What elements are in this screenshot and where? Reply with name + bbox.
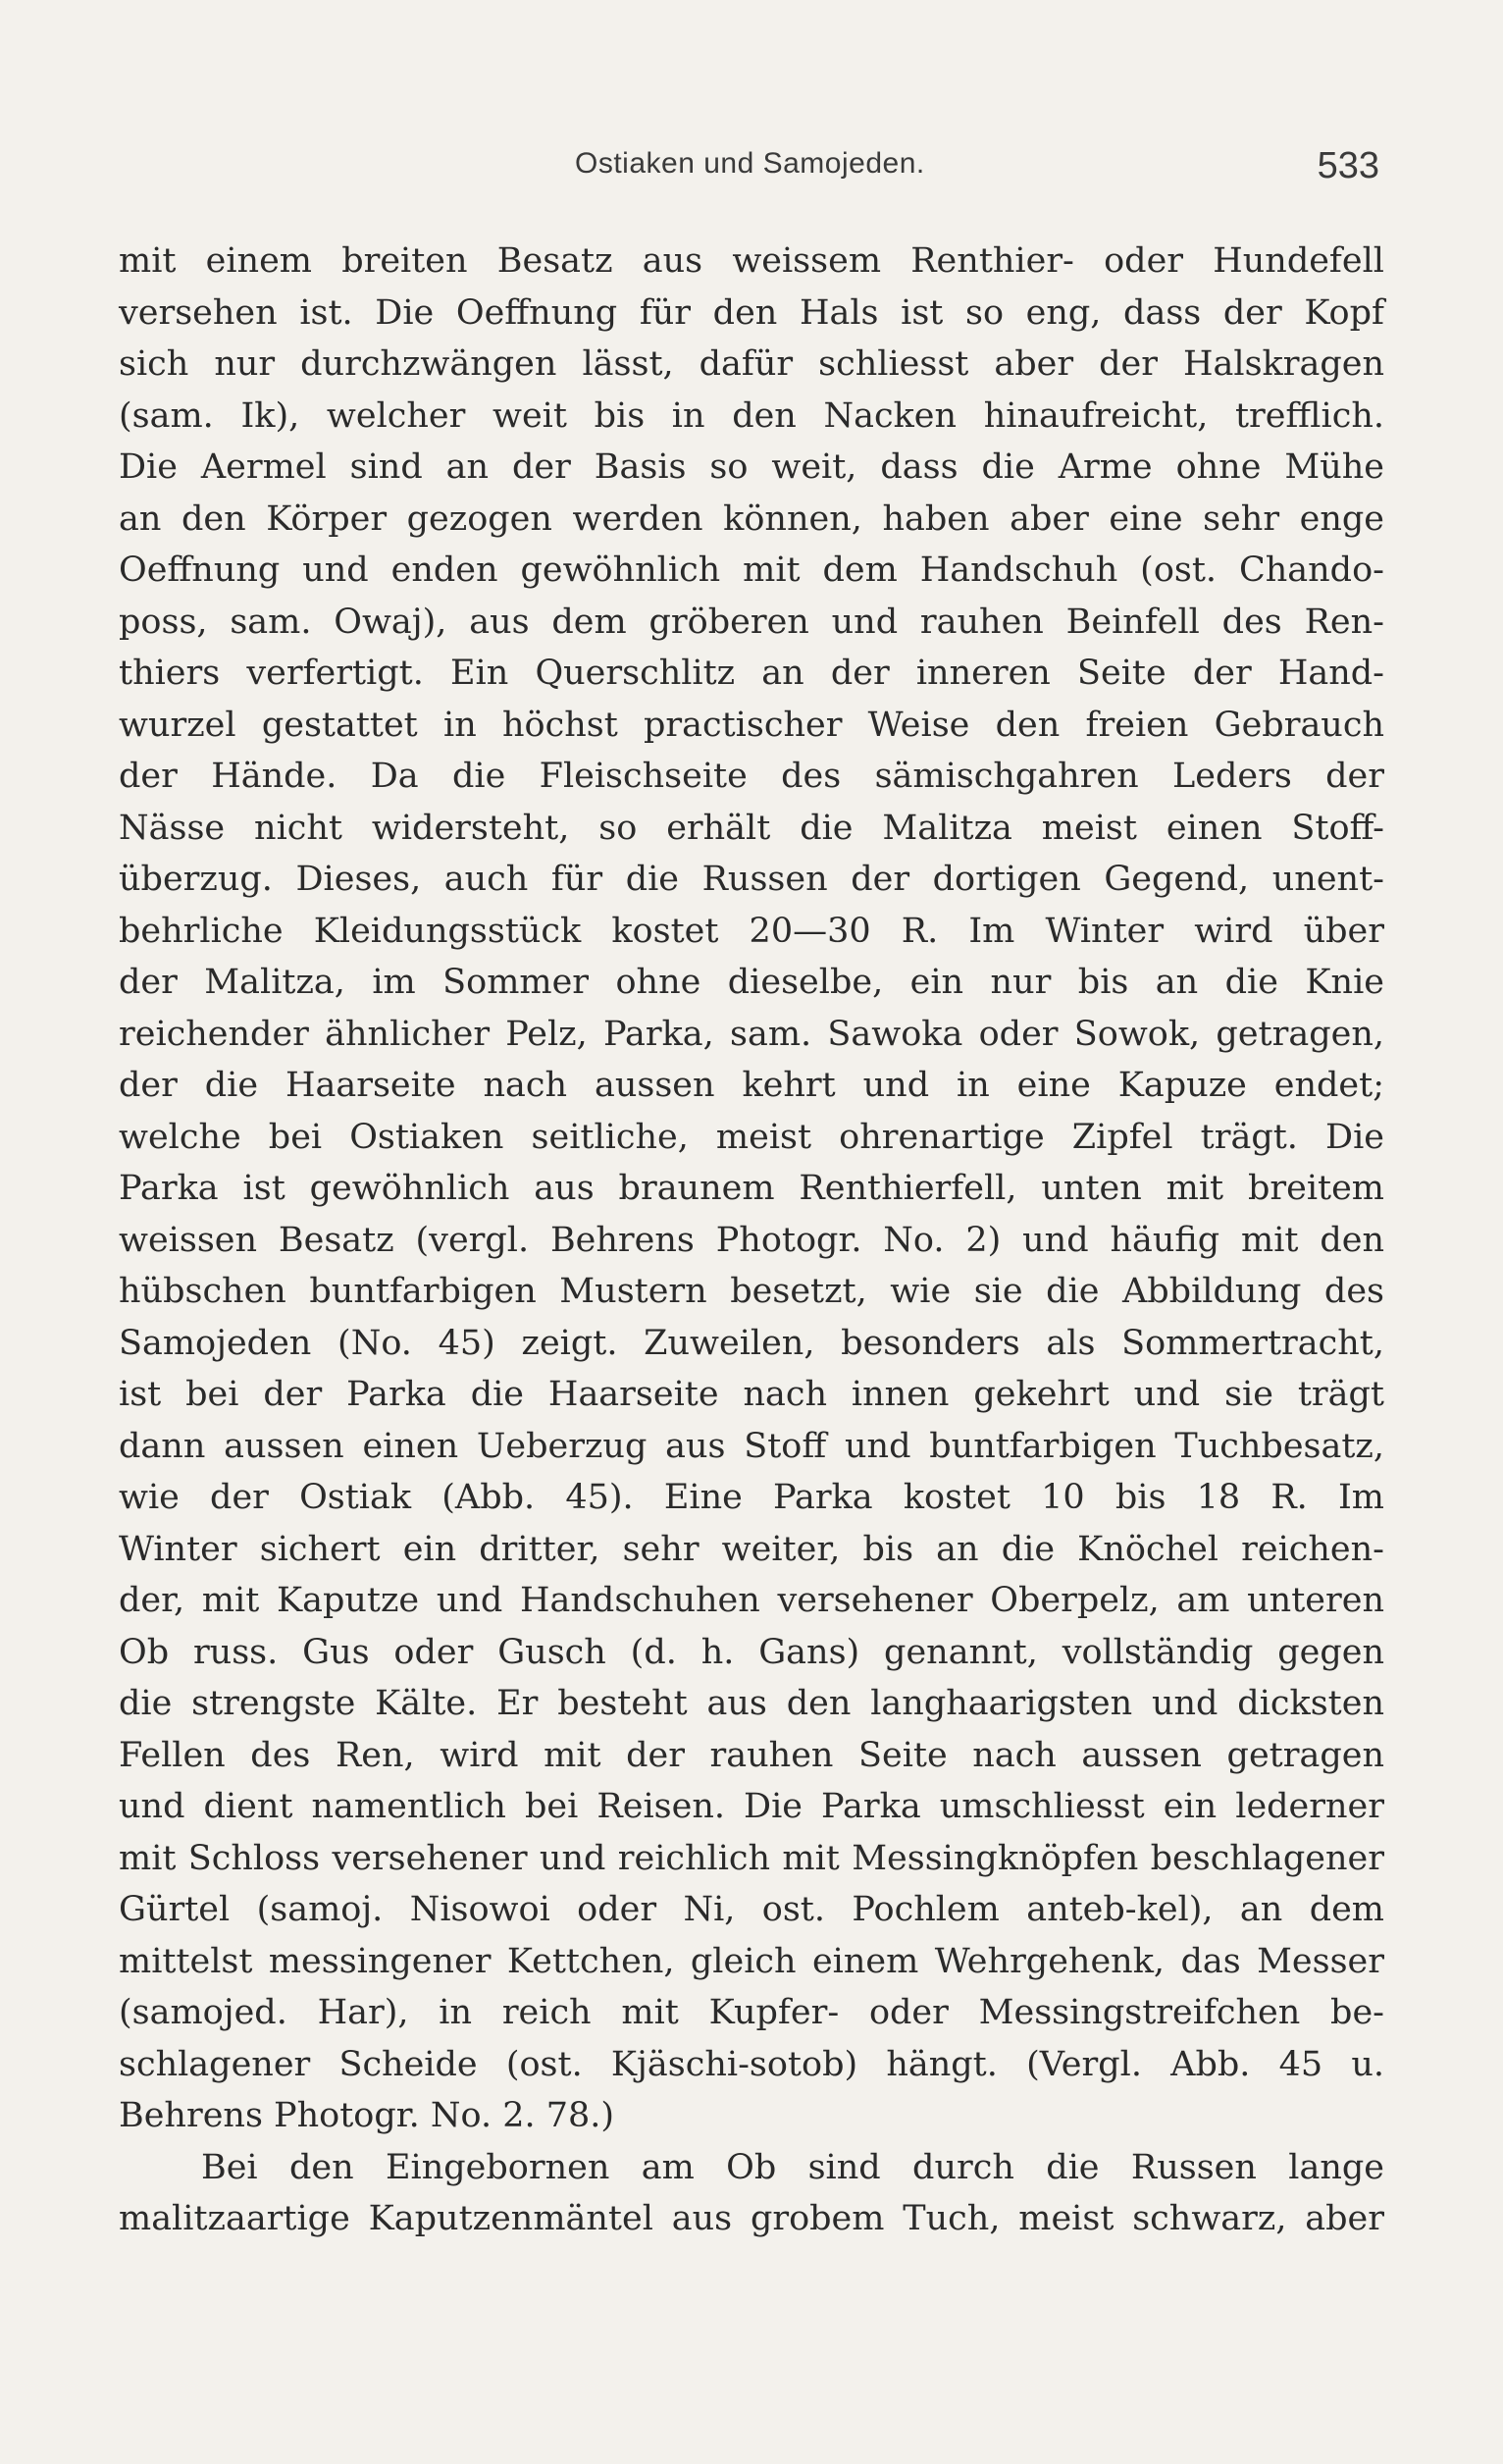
running-head: Ostiaken und Samojeden. bbox=[575, 147, 925, 180]
text-line: wie der Ostiak (Abb. 45). Eine Parka kostet 10 bis 18 R. Im bbox=[119, 1478, 1384, 1517]
body-text bbox=[119, 236, 1384, 2245]
text-line: thiers verfertigt. Ein Querschlitz an der inneren Seite der Hand- bbox=[119, 654, 1384, 693]
text-line: Samojeden (No. 45) zeigt. Zuweilen, besonders als Sommertracht, bbox=[119, 1323, 1384, 1363]
text-line: Parka ist gewöhnlich aus braunem Renthierfell, unten mit breitem bbox=[119, 1169, 1384, 1208]
text-line: Oeffnung und enden gewöhnlich mit dem Handschuh (ost. Chando- bbox=[119, 550, 1384, 590]
text-line: der Malitza, im Sommer ohne dieselbe, ein nur bis an die Knie bbox=[119, 963, 1384, 1002]
text-line: (sam. Ik), welcher weit bis in den Nacken hinaufreicht, trefflich. bbox=[119, 395, 1384, 436]
text-line: überzug. Dieses, auch für die Russen der dortigen Gegend, unent- bbox=[119, 860, 1384, 899]
text-line: der, mit Kaputze und Handschuhen versehener Oberpelz, am unteren bbox=[119, 1581, 1384, 1620]
text-line: sich nur durchzwängen lässt, dafür schliesst aber der Halskragen bbox=[119, 344, 1384, 384]
page-number: 533 bbox=[1317, 145, 1379, 186]
text-line: poss, sam. Owaj), aus dem gröberen und rauhen Beinfell des Ren- bbox=[119, 602, 1384, 642]
text-line: reichender ähnlicher Pelz, Parka, sam. Sawoka oder Sowok, getragen, bbox=[119, 1014, 1384, 1054]
text-line: hübschen buntfarbigen Mustern besetzt, wie sie die Abbildung des bbox=[119, 1272, 1384, 1311]
text-line: die strengste Kälte. Er besteht aus den langhaarigsten und dicksten bbox=[119, 1684, 1384, 1723]
text-line: Gürtel (samoj. Nisowoi oder Ni, ost. Pochlem anteb-kel), an dem bbox=[119, 1890, 1384, 1929]
text-line: Nässe nicht widersteht, so erhält die Malitza meist einen Stoff- bbox=[119, 808, 1384, 848]
text-line: welche bei Ostiaken seitliche, meist ohrenartige Zipfel trägt. Die bbox=[119, 1117, 1384, 1157]
text-line: mittelst messingener Kettchen, gleich einem Wehrgehenk, das Messer bbox=[119, 1941, 1384, 1981]
text-line: dann aussen einen Ueberzug aus Stoff und buntfarbigen Tuchbesatz, bbox=[119, 1426, 1384, 1466]
text-line-paragraph-end: Behrens Photogr. No. 2. 78.) bbox=[119, 2096, 615, 2135]
text-line: wurzel gestattet in höchst practischer Weise den freien Gebrauch bbox=[119, 705, 1384, 745]
text-line: weissen Besatz (vergl. Behrens Photogr. No. 2) und häufig mit den bbox=[119, 1220, 1384, 1260]
text-line: Ob russ. Gus oder Gusch (d. h. Gans) genannt, vollständig gegen bbox=[119, 1632, 1384, 1672]
text-line: mit Schloss versehener und reichlich mit Messingknöpfen beschlagener bbox=[119, 1838, 1384, 1878]
text-line: schlagener Scheide (ost. Kjäschi-sotob) hängt. (Vergl. Abb. 45 u. bbox=[119, 2044, 1384, 2084]
text-line: (samojed. Har), in reich mit Kupfer- oder Messingstreifchen be- bbox=[119, 1993, 1384, 2032]
text-line: behrliche Kleidungsstück kostet 20—30 R. Im Winter wird über bbox=[119, 911, 1384, 951]
text-line: malitzaartige Kaputzenmäntel aus grobem Tuch, meist schwarz, aber bbox=[119, 2199, 1384, 2238]
text-line: mit einem breiten Besatz aus weissem Renthier- oder Hundefell bbox=[119, 241, 1384, 281]
text-line: Fellen des Ren, wird mit der rauhen Seite nach aussen getragen bbox=[119, 1735, 1384, 1775]
text-line: der die Haarseite nach aussen kehrt und in eine Kapuze endet; bbox=[119, 1066, 1384, 1105]
text-line: Winter sichert ein dritter, sehr weiter, bis an die Knöchel reichen- bbox=[119, 1529, 1384, 1569]
text-line: Die Aermel sind an der Basis so weit, dass die Arme ohne Mühe bbox=[119, 447, 1384, 487]
text-line: der Hände. Da die Fleischseite des sämischgahren Leders der bbox=[119, 757, 1384, 796]
text-line: an den Körper gezogen werden können, haben aber eine sehr enge bbox=[119, 498, 1384, 539]
text-line: und dient namentlich bei Reisen. Die Parka umschliesst ein lederner bbox=[119, 1787, 1384, 1826]
text-line: ist bei der Parka die Haarseite nach innen gekehrt und sie trägt bbox=[119, 1375, 1384, 1414]
text-line-paragraph-start: Bei den Eingebornen am Ob sind durch die Russen lange bbox=[201, 2147, 1384, 2187]
text-line: versehen ist. Die Oeffnung für den Hals ist so eng, dass der Kopf bbox=[119, 292, 1384, 333]
